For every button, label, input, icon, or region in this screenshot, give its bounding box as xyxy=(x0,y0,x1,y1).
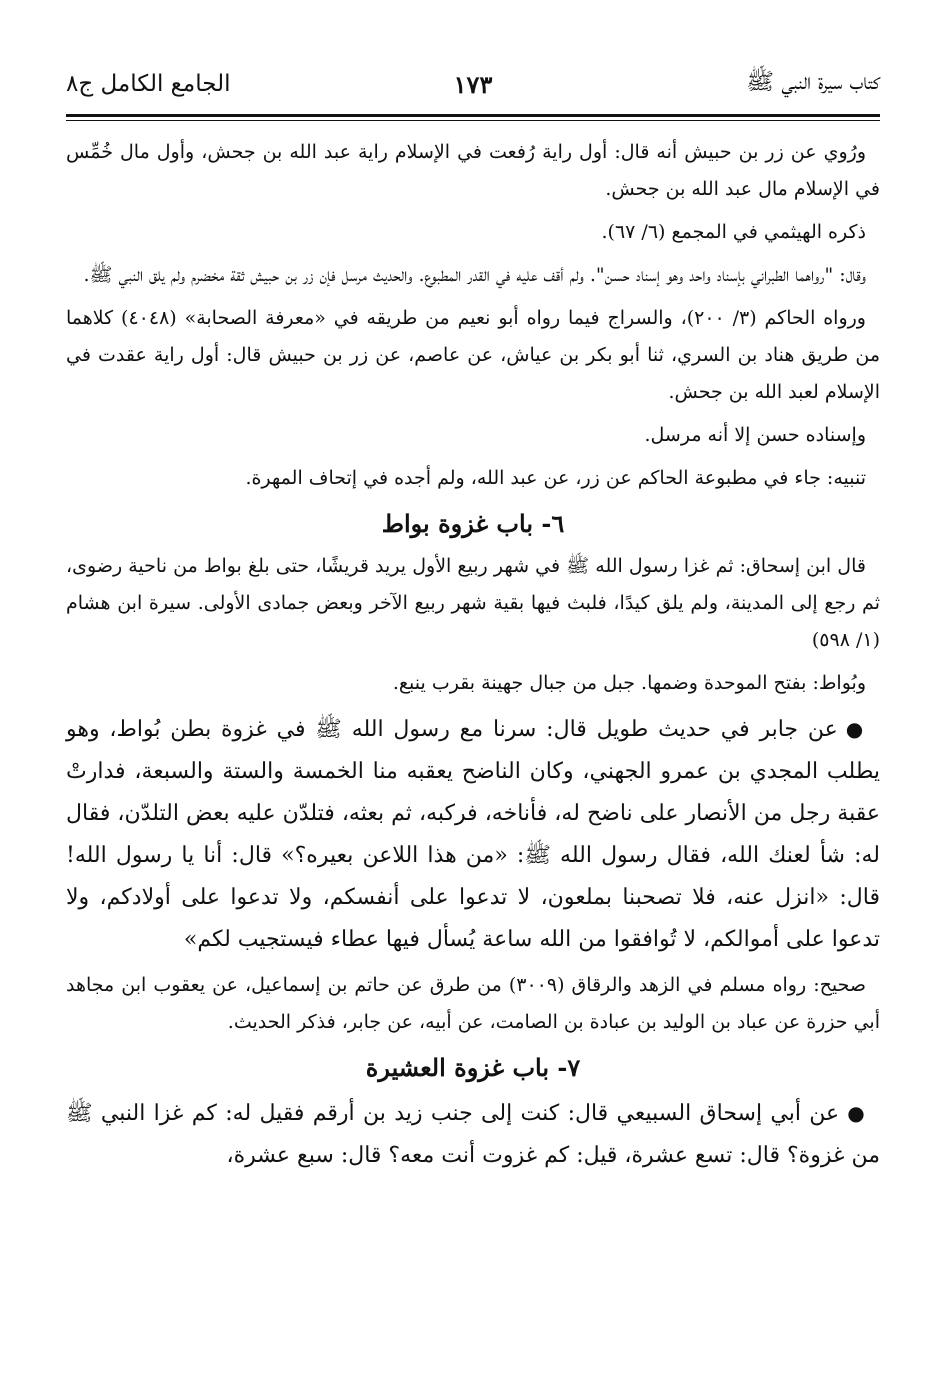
page-header xyxy=(66,62,880,106)
hadith-abu-ishaq-text: عن أبي إسحاق السبيعي قال: كنت إلى جنب زيد بن أرقم فقيل له: كم غزا النبي ﷺ من غزوة؟ قال: تسع عشرة، قيل: كم غزوت أنت معه؟ قال: سبع عشرة، xyxy=(66,1101,880,1168)
paragraph-takhrij: صحيح: رواه مسلم في الزهد والرقاق (٣٠٠٩) من طرق عن حاتم بن إسماعيل، عن يعقوب ابن مجاهد أبي حزرة عن عباد بن الوليد بن عبادة بن الصامت، عن أبيه، عن جابر، فذكر الحديث. xyxy=(66,974,880,1033)
paragraph-note: تنبيه: جاء في مطبوعة الحاكم عن زر، عن عبد الله، ولم أجده في إتحاف المهرة. xyxy=(245,467,866,489)
hadith-jabir-text: عن جابر في حديث طويل قال: سرنا مع رسول الله ﷺ في غزوة بطن بُواط، وهو يطلب المجدي بن عمرو الجهني، وكان الناضح يعقبه منا الخمسة والستة والسبعة، فدارتْ عقبة رجل من الأنصار على ناضح له، فأناخه، فركبه، ثم بعثه، فتلدّن عليه بعض التلدّن، فقال له: شأ لعنك الله، فقال رسول الله ﷺ: «من هذا اللاعن بعيره؟» قال: أنا يا رسول الله! قال: «انزل عنه، فلا تصحبنا بملعون، لا تدعوا على أنفسكم، ولا تدعوا على أولادكم، ولا تدعوا على أموالكم، لا تُوافقوا من الله ساعة يُسأل فيها عطاء فيستجيب لكم» xyxy=(66,717,880,952)
bullet-icon: ● xyxy=(845,717,866,741)
section-heading-ushayrah: ٧- باب غزوة العشيرة xyxy=(365,1053,581,1082)
hadith-jabir xyxy=(66,708,880,961)
volume-title: الجامع الكامل ج٨ xyxy=(66,71,231,97)
header-rule-thin xyxy=(66,120,880,121)
book-title: كتاب سيرة النبي ﷺ xyxy=(746,69,880,95)
paragraph-tabarani: وقال: "رواهما الطبراني بإسناد واحد وهو إسناد حسن". ولم أقف عليه في القدر المطبوع. والحديث مرسل فإن زر بن حبيش ثقة مخضرم ولم يلق النبي ﷺ. xyxy=(83,264,866,286)
page-content xyxy=(66,134,880,1177)
paragraph-buwat-definition: وبُواط: بفتح الموحدة وضمها. جبل من جبال جهينة بقرب ينبع. xyxy=(392,672,866,694)
hadith-abu-ishaq xyxy=(66,1092,880,1177)
paragraph-isnad: وإسناده حسن إلا أنه مرسل. xyxy=(644,424,866,446)
bullet-icon: ● xyxy=(847,1101,866,1125)
paragraph-hakim: ورواه الحاكم (٣/ ٢٠٠)، والسراج فيما رواه أبو نعيم من طريقه في «معرفة الصحابة» (٤٠٤٨) كلاهما من طريق هناد بن السري، ثنا أبو بكر بن عياش، عن عاصم، عن زر بن حبيش قال: أول راية عقدت في الإسلام لعبد الله بن جحش. xyxy=(66,307,880,403)
header-rule-thick xyxy=(66,114,880,117)
section-heading-buwat: ٦- باب غزوة بواط xyxy=(381,509,565,538)
paragraph-ibn-ishaq: قال ابن إسحاق: ثم غزا رسول الله ﷺ في شهر ربيع الأول يريد قريشًا، حتى بلغ بواط من ناحية رضوى، ثم رجع إلى المدينة، ولم يلق كيدًا، فلبث فيها بقية شهر ربيع الآخر وبعض جمادى الأولى. سيرة ابن هشام (١/ ٥٩٨) xyxy=(66,555,880,651)
page-number: ١٧٣ xyxy=(453,69,493,99)
paragraph-haythami: ذكره الهيثمي في المجمع (٦/ ٦٧). xyxy=(601,221,866,243)
paragraph-zir-narration: ورُوي عن زر بن حبيش أنه قال: أول راية رُفعت في الإسلام راية عبد الله بن جحش، وأول مال خُمِّس في الإسلام مال عبد الله بن جحش. xyxy=(66,141,880,200)
